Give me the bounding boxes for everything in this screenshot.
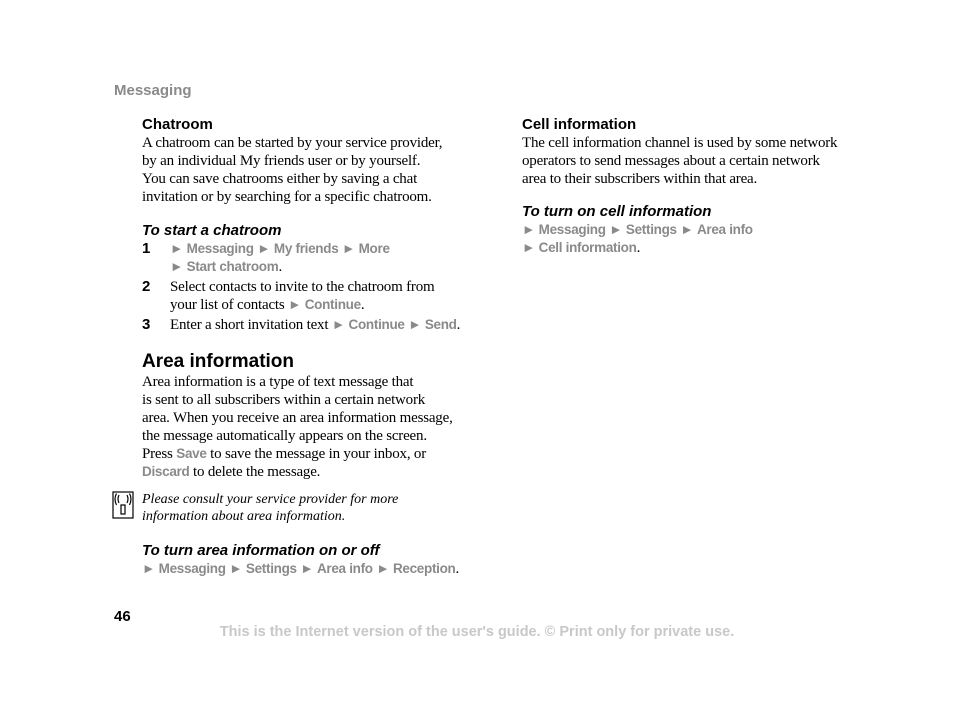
- cell-task-heading: To turn on cell information: [522, 203, 712, 220]
- arrow-icon: ►: [341, 241, 356, 256]
- chatroom-heading: Chatroom: [142, 116, 213, 133]
- step-2-line-1: Select contacts to invite to the chatroom from: [170, 279, 435, 295]
- press-text: Press: [142, 446, 173, 462]
- menu-item-cell-information: Cell information: [538, 240, 637, 255]
- menu-item-reception: Reception: [392, 561, 456, 576]
- arrow-icon: ►: [376, 561, 390, 576]
- menu-item-continue: Continue: [304, 297, 361, 312]
- menu-item-messaging: Messaging: [158, 561, 226, 576]
- menu-item-continue: Continue: [348, 317, 405, 332]
- note-line-2: information about area information.: [142, 509, 346, 524]
- area-line-1: Area information is a type of text message that: [142, 374, 414, 390]
- step-number: 2: [142, 278, 151, 295]
- cell-line-2: operators to send messages about a certain network: [522, 153, 820, 169]
- page-number: 46: [114, 608, 131, 625]
- arrow-icon: ►: [288, 297, 302, 312]
- toggle-area-info-heading: To turn area information on or off: [142, 542, 380, 559]
- area-information-heading: Area information: [142, 351, 295, 372]
- cell-information-heading: Cell information: [522, 116, 637, 133]
- cell-menu-line-1: [522, 221, 862, 239]
- step-3-text: Enter a short invitation text: [170, 317, 329, 333]
- menu-item-my-friends: My friends: [273, 241, 339, 256]
- footer-text: This is the Internet version of the user's guide. © Print only for private use.: [219, 624, 735, 640]
- area-line-5: [142, 445, 482, 463]
- right-column: [522, 116, 862, 257]
- period: .: [360, 297, 365, 313]
- arrow-icon: ►: [522, 240, 536, 255]
- toggle-menu-path: ► Messaging ► Settings ► Area info ► Reception.: [142, 561, 460, 577]
- save-rest-text: to save the message in your inbox, or: [210, 446, 427, 462]
- phone-signal-icon: [112, 491, 134, 519]
- cell-menu-line-2: ► Cell information.: [522, 240, 641, 256]
- arrow-icon: ►: [170, 259, 184, 274]
- arrow-icon: ►: [408, 317, 422, 332]
- arrow-icon: ►: [522, 222, 536, 237]
- area-line-2: is sent to all subscribers within a certain network: [142, 392, 426, 408]
- menu-item-settings: Settings: [245, 561, 297, 576]
- softkey-discard: Discard: [142, 464, 190, 479]
- menu-item-area-info: Area info: [696, 222, 753, 237]
- chatroom-line-4: invitation or by searching for a specific chatroom.: [142, 189, 432, 205]
- period: .: [278, 259, 283, 275]
- area-line-4: the message automatically appears on the screen.: [142, 428, 427, 444]
- step-number: 3: [142, 316, 151, 333]
- arrow-icon: ►: [609, 222, 623, 237]
- softkey-save: Save: [176, 446, 207, 461]
- menu-item-start-chatroom: Start chatroom: [186, 259, 279, 274]
- note-line-1: Please consult your service provider for more: [142, 492, 399, 507]
- menu-item-settings: Settings: [625, 222, 677, 237]
- menu-item-messaging: Messaging: [186, 241, 254, 256]
- step-number: 1: [142, 240, 151, 257]
- arrow-icon: ►: [257, 241, 271, 256]
- menu-item-more: More: [358, 241, 390, 256]
- chatroom-line-3: You can save chatrooms either by saving a chat: [142, 171, 418, 187]
- arrow-icon: ►: [229, 561, 243, 576]
- section-header: Messaging: [114, 82, 192, 99]
- step-1: [142, 240, 482, 276]
- chatroom-line-1: A chatroom can be started by your service provider,: [142, 135, 443, 151]
- arrow-icon: ►: [680, 222, 694, 237]
- cell-line-3: area to their subscribers within that area.: [522, 171, 758, 187]
- area-line-3: area. When you receive an area information message,: [142, 410, 453, 426]
- arrow-icon: ►: [170, 241, 184, 256]
- cell-line-1: The cell information channel is used by some network: [522, 135, 838, 151]
- footer-notice: [0, 624, 954, 640]
- arrow-icon: ►: [300, 561, 314, 576]
- chatroom-line-2: by an individual My friends user or by yourself.: [142, 153, 421, 169]
- menu-item-messaging: Messaging: [538, 222, 606, 237]
- menu-item-send: Send: [424, 317, 457, 332]
- area-line-6: [142, 463, 482, 481]
- note: [142, 491, 482, 525]
- left-column: [142, 116, 482, 578]
- arrow-icon: ►: [331, 317, 345, 332]
- period: .: [456, 317, 461, 333]
- arrow-icon: ►: [142, 561, 156, 576]
- step-3: [142, 316, 482, 334]
- step-2-text: your list of contacts: [170, 297, 285, 313]
- discard-rest-text: to delete the message.: [193, 464, 321, 480]
- step-2: [142, 278, 482, 314]
- start-chatroom-heading: To start a chatroom: [142, 222, 282, 239]
- menu-item-area-info: Area info: [316, 561, 373, 576]
